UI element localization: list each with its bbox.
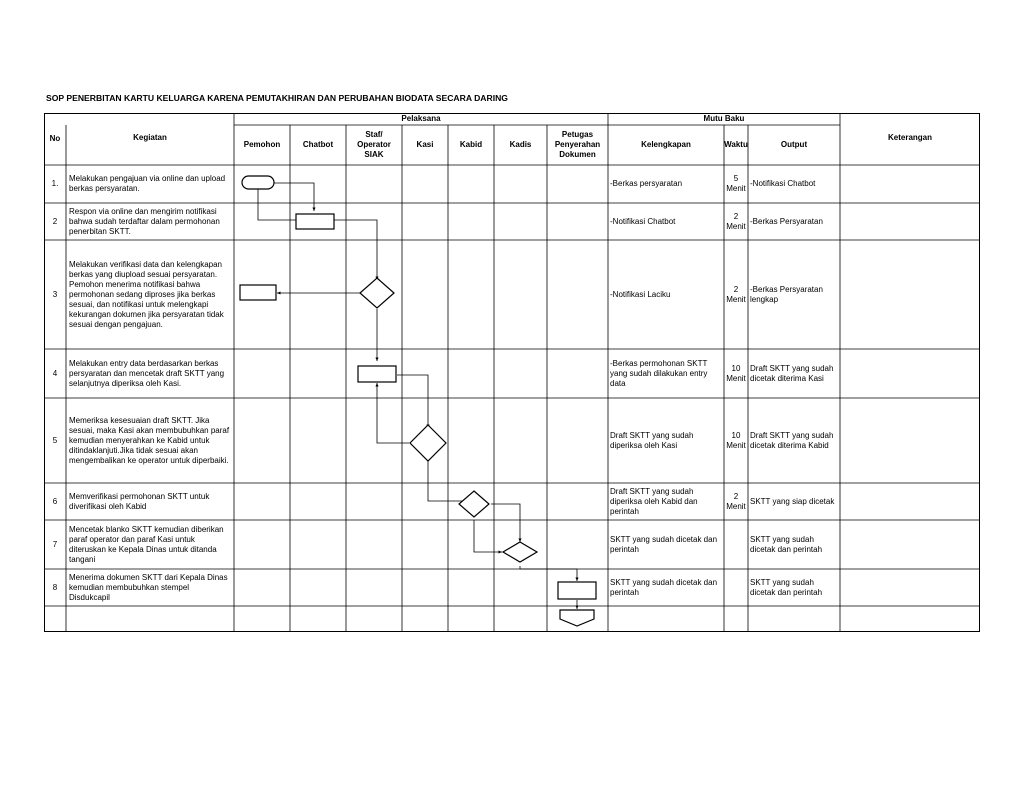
row-kelengkapan xyxy=(608,483,724,520)
header-pelaksana-col-text: Staf/ Operator SIAK xyxy=(357,130,391,159)
row-waktu xyxy=(724,240,748,349)
header-mutu-baku xyxy=(608,113,840,125)
row-no-text: 8 xyxy=(52,582,58,592)
row-no xyxy=(44,240,66,349)
header-pelaksana-col xyxy=(346,125,402,165)
row-kelengkapan xyxy=(608,240,724,349)
row-kegiatan xyxy=(66,569,234,606)
row-kelengkapan xyxy=(608,398,724,483)
header-mutu-col-text: Output xyxy=(780,140,808,149)
row-kelengkapan xyxy=(608,165,724,203)
row-no-text: 5 xyxy=(52,435,58,445)
row-no-text: 6 xyxy=(52,496,58,506)
header-pelaksana-col-text: Chatbot xyxy=(302,140,334,149)
row-waktu xyxy=(724,165,748,203)
row-kelengkapan-text: -Berkas persyaratan xyxy=(610,179,683,188)
row-kelengkapan-text: Draft SKTT yang sudah diperiksa oleh Kabid dan perintah xyxy=(610,486,698,516)
row-kegiatan-text: Menerima dokumen SKTT dari Kepala Dinas kemudian membubuhkan stempel Disdukcapil xyxy=(69,572,228,602)
row-output xyxy=(748,483,840,520)
row-no xyxy=(44,165,66,203)
row-output-text: -Berkas Persyaratan xyxy=(750,216,823,226)
header-keterangan xyxy=(840,113,980,163)
sop-table xyxy=(44,113,980,632)
header-mutu-col-text: Waktu xyxy=(724,140,748,149)
row-kelengkapan-text: -Berkas permohonan SKTT yang sudah dilakukan entry data xyxy=(610,358,708,388)
row-kegiatan xyxy=(66,240,234,349)
row-output-text: -Notifikasi Chatbot xyxy=(750,179,816,188)
row-no xyxy=(44,483,66,520)
row-waktu xyxy=(724,483,748,520)
row-no xyxy=(44,569,66,606)
header-pelaksana-col-text: Kadis xyxy=(509,140,532,149)
row-kelengkapan xyxy=(608,606,724,632)
row-kelengkapan-text: SKTT yang sudah dicetak dan perintah xyxy=(610,534,718,554)
row-kegiatan-text: Memeriksa kesesuaian draft SKTT. Jika sesuai, maka Kasi akan membubuhkan paraf kemudian menyerahkan ke Kabid untuk ditindaklanjuti.Jika tidak sesuai akan mengembalikan ke operator untuk diperbaiki. xyxy=(69,415,230,465)
row-output xyxy=(748,569,840,606)
row-kelengkapan-text: -Notifikasi Laciku xyxy=(610,289,671,299)
header-pelaksana-col-text: Kasi xyxy=(416,140,434,149)
row-kegiatan-text: Memverifikasi permohonan SKTT untuk diverifikasi oleh Kabid xyxy=(69,491,210,511)
row-output xyxy=(748,398,840,483)
row-no-text: 1. xyxy=(51,179,59,188)
row-kegiatan xyxy=(66,165,234,203)
row-kegiatan-text: Melakukan verifikasi data dan kelengkapan berkas yang diupload sesuai persyaratan. Pemohon menerima notifikasi bahwa permohonan sedang diproses jika berkas sesuai, dan notifikasi untuk melengkapi kekurangan dokumen jika persyaratan tidak sesuai dengan pengajuan. xyxy=(69,259,224,329)
header-kegiatan-text: Kegiatan xyxy=(133,133,167,142)
row-waktu-text: 2 Menit xyxy=(726,211,746,231)
row-output xyxy=(748,520,840,569)
header-mutu-col-text: Kelengkapan xyxy=(641,140,691,149)
row-no xyxy=(44,606,66,632)
row-no-text: 4 xyxy=(52,368,58,378)
row-kegiatan-text: Respon via online dan mengirim notifikasi bahwa sudah terdaftar dalam permohonan penerbitan SKTT. xyxy=(69,206,220,236)
header-mutu-col xyxy=(608,125,724,165)
row-kelengkapan-text: SKTT yang sudah dicetak dan perintah xyxy=(610,577,718,597)
header-pelaksana-col xyxy=(547,125,608,165)
row-output-text: SKTT yang sudah dicetak dan perintah xyxy=(750,577,823,597)
row-output-text: Draft SKTT yang sudah dicetak diterima Kabid xyxy=(750,430,834,450)
row-waktu xyxy=(724,398,748,483)
header-mutu-baku-text: Mutu Baku xyxy=(703,114,745,123)
row-waktu-text: 2 Menit xyxy=(726,491,746,511)
row-waktu xyxy=(724,569,748,606)
row-waktu-text: 10 Menit xyxy=(726,430,746,450)
row-waktu xyxy=(724,606,748,632)
header-pelaksana-col xyxy=(494,125,547,165)
row-no-text: 2 xyxy=(52,216,58,226)
row-kegiatan xyxy=(66,398,234,483)
row-kegiatan xyxy=(66,203,234,240)
header-mutu-col xyxy=(748,125,840,165)
header-pelaksana-col-text: Pemohon xyxy=(243,140,281,149)
header-kegiatan xyxy=(66,113,234,163)
row-output xyxy=(748,165,840,203)
header-pelaksana-col xyxy=(234,125,290,165)
row-kelengkapan xyxy=(608,349,724,398)
header-no-text: No xyxy=(49,134,61,143)
row-no-text: 3 xyxy=(52,289,58,299)
row-kegiatan xyxy=(66,520,234,569)
row-waktu-text: 5 Menit xyxy=(726,174,746,193)
row-output-text: Draft SKTT yang sudah dicetak diterima Kasi xyxy=(750,363,834,383)
header-pelaksana-col xyxy=(448,125,494,165)
row-kelengkapan xyxy=(608,520,724,569)
row-waktu-text: 10 Menit xyxy=(726,363,746,383)
header-pelaksana-text: Pelaksana xyxy=(401,114,441,123)
header-keterangan-text: Keterangan xyxy=(887,133,932,142)
row-kegiatan-text: Mencetak blanko SKTT kemudian diberikan paraf operator dan paraf Kasi untuk diteruskan ke Kepala Dinas untuk ditanda tangani xyxy=(69,524,224,564)
row-kegiatan xyxy=(66,349,234,398)
row-kelengkapan xyxy=(608,203,724,240)
row-kelengkapan-text: Draft SKTT yang sudah diperiksa oleh Kasi xyxy=(610,430,694,450)
header-pelaksana-col xyxy=(290,125,346,165)
row-kegiatan xyxy=(66,483,234,520)
row-kegiatan-text: Melakukan entry data berdasarkan berkas persyaratan dan mencetak draft SKTT yang selanjutnya diperiksa oleh Kasi. xyxy=(69,358,225,388)
row-output-text: -Berkas Persyaratan lengkap xyxy=(750,284,823,304)
row-no xyxy=(44,349,66,398)
header-pelaksana-col-text: Petugas Penyerahan Dokumen xyxy=(554,130,601,159)
row-output xyxy=(748,203,840,240)
header-pelaksana-col-text: Kabid xyxy=(459,140,483,149)
row-waktu-text: 2 Menit xyxy=(726,284,746,304)
row-waktu xyxy=(724,349,748,398)
header-no xyxy=(44,113,66,165)
row-no xyxy=(44,398,66,483)
row-waktu xyxy=(724,520,748,569)
row-no-text: 7 xyxy=(52,539,58,549)
header-mutu-col xyxy=(724,125,748,165)
row-output xyxy=(748,349,840,398)
row-output-text: SKTT yang siap dicetak xyxy=(750,496,835,506)
row-kelengkapan-text: -Notifikasi Chatbot xyxy=(610,216,676,226)
row-kelengkapan xyxy=(608,569,724,606)
row-no xyxy=(44,520,66,569)
row-waktu xyxy=(724,203,748,240)
header-pelaksana xyxy=(234,113,608,125)
row-kegiatan xyxy=(66,606,234,632)
row-no xyxy=(44,203,66,240)
header-pelaksana-col xyxy=(402,125,448,165)
row-output xyxy=(748,606,840,632)
row-output xyxy=(748,240,840,349)
row-kegiatan-text: Melakukan pengajuan via online dan upload berkas persyaratan. xyxy=(69,174,226,193)
row-output-text: SKTT yang sudah dicetak dan perintah xyxy=(750,534,823,554)
document-title: SOP PENERBITAN KARTU KELUARGA KARENA PEMUTAKHIRAN DAN PERUBAHAN BIODATA SECARA DARING xyxy=(46,93,508,103)
